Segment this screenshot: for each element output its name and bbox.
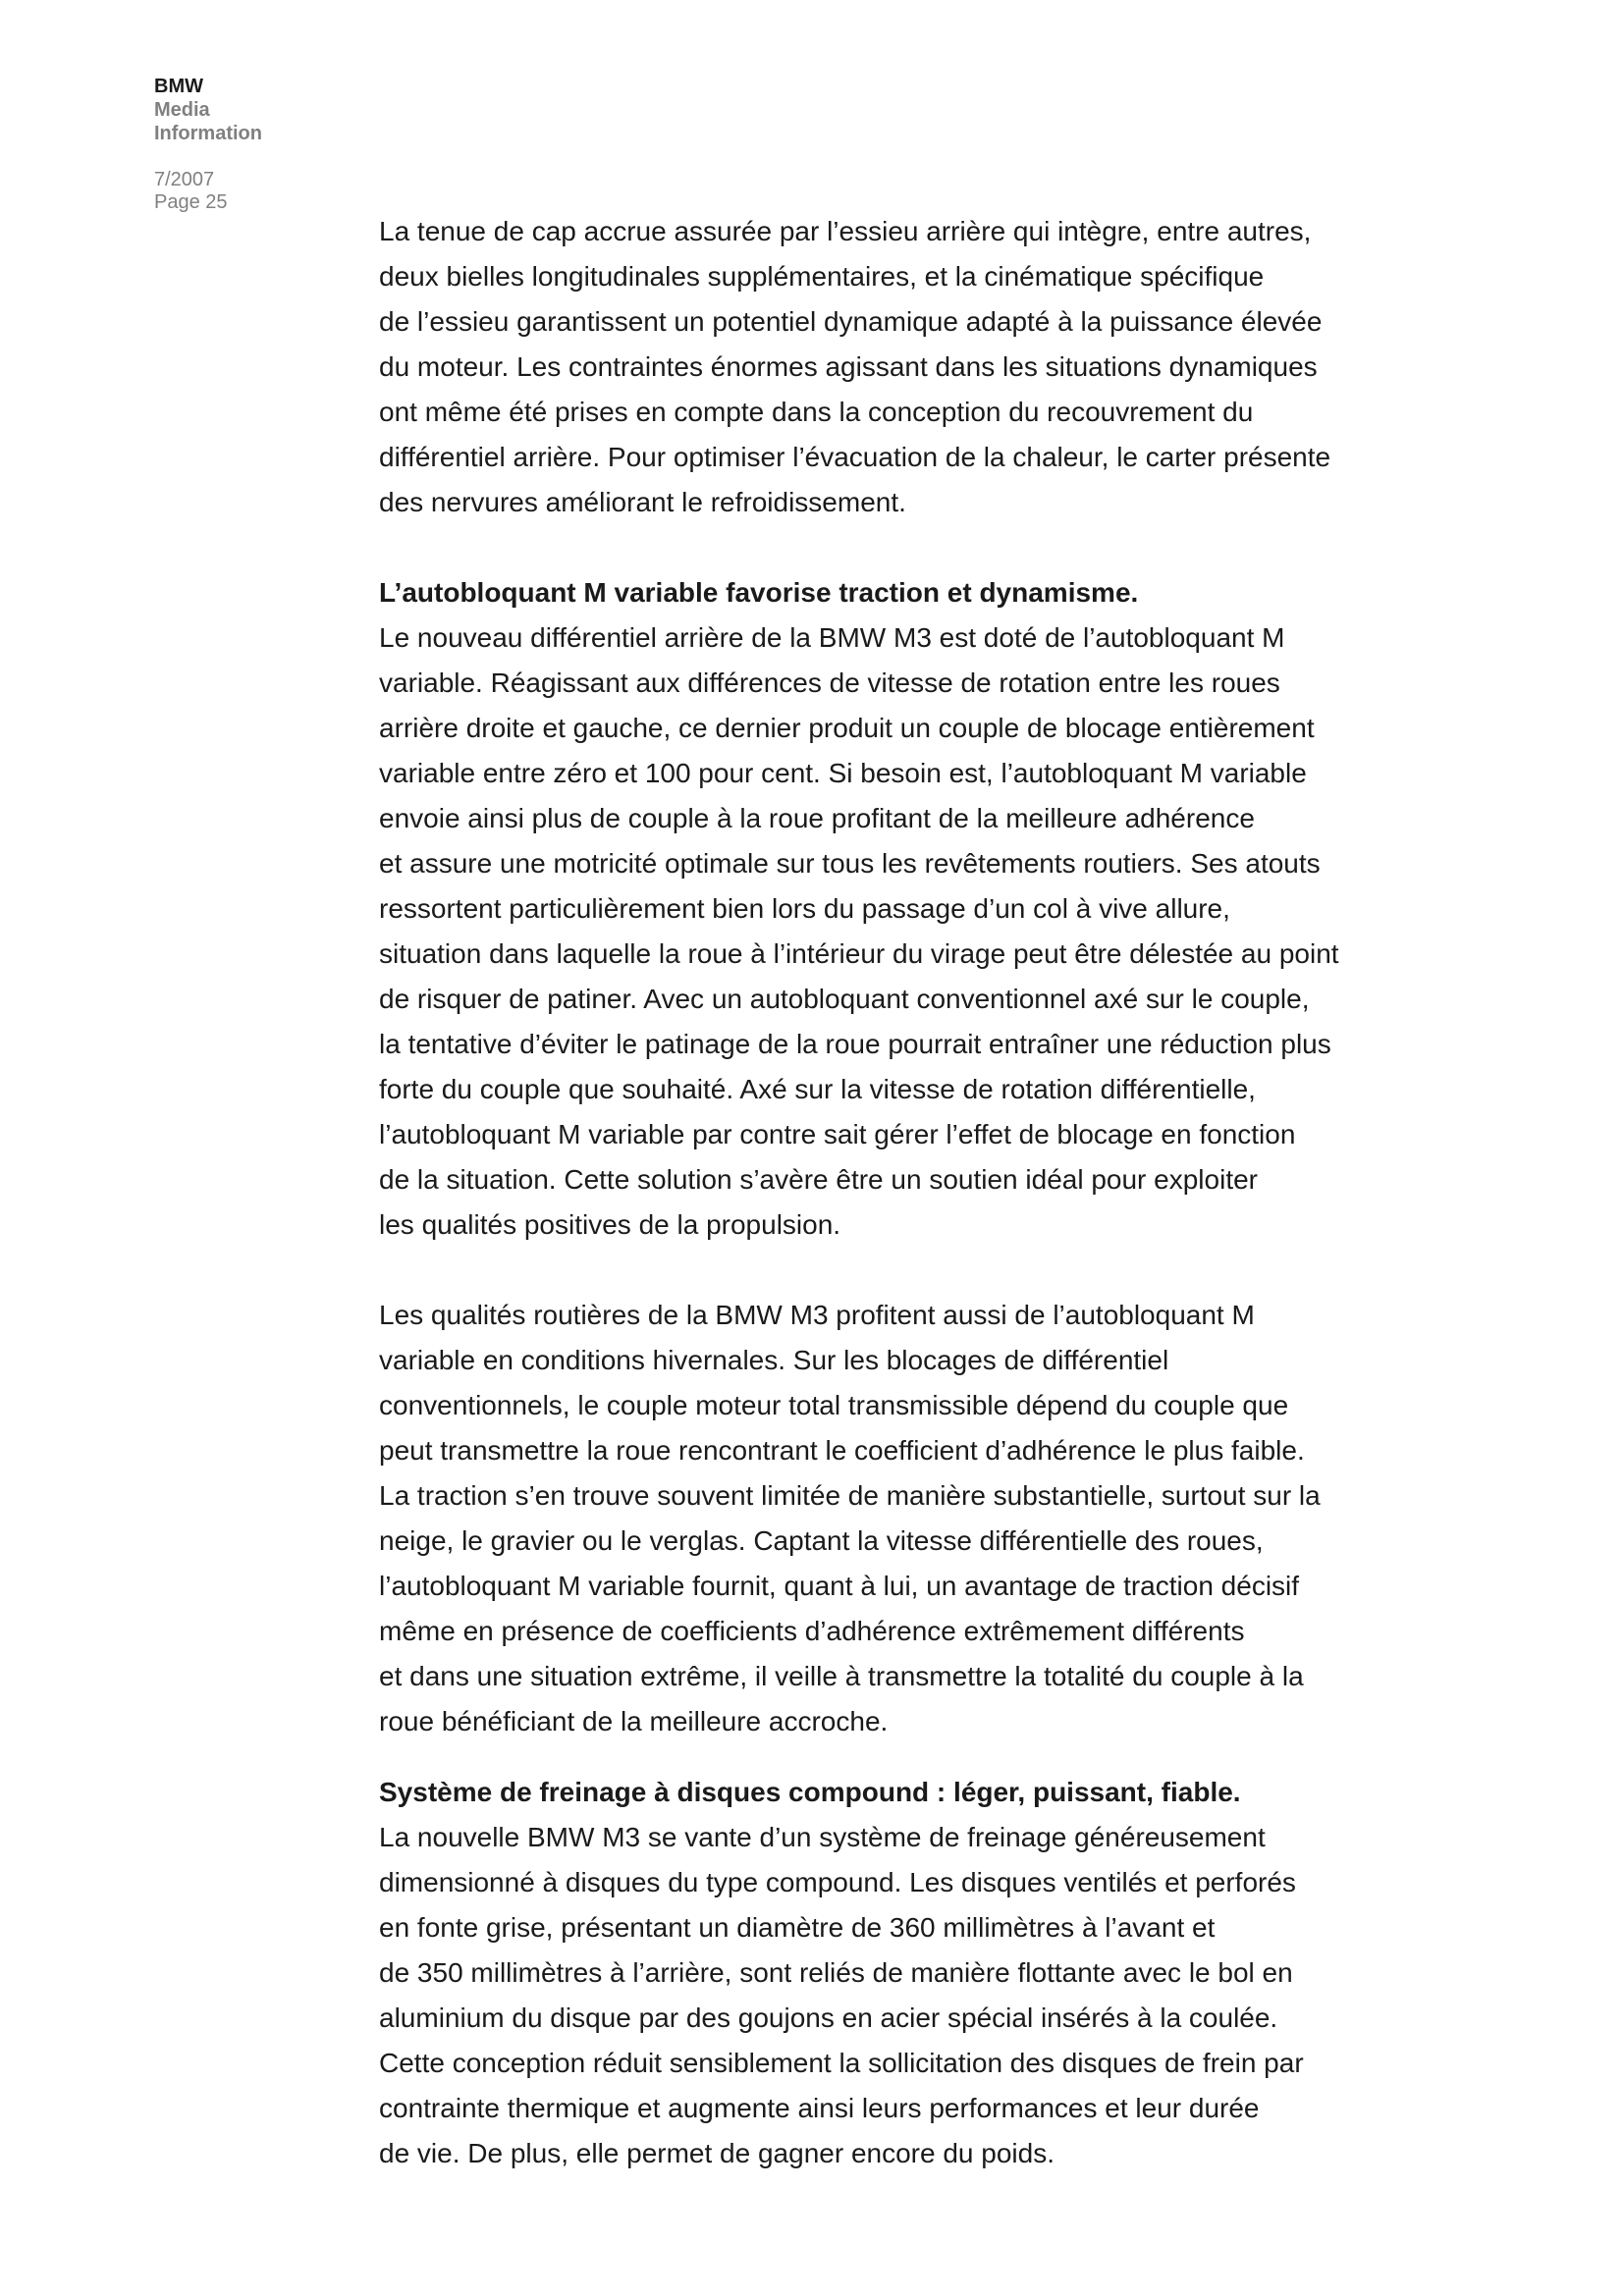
brand-line-media: Media (154, 99, 210, 121)
text-line: de risquer de patiner. Avec un autobloquant conventionnel axé sur le couple, (379, 984, 1310, 1014)
text-line: l’autobloquant M variable fournit, quant à lui, un avantage de traction décisif (379, 1571, 1300, 1601)
text-line: ont même été prises en compte dans la conception du recouvrement du (379, 397, 1254, 427)
paragraph-variable-differential (379, 615, 1430, 1248)
text-line: arrière droite et gauche, ce dernier produit un couple de blocage entièrement (379, 713, 1315, 743)
text-line: La tenue de cap accrue assurée par l’essieu arrière qui intègre, entre autres, (379, 216, 1312, 246)
section-heading-brakes: Système de freinage à disques compound : léger, puissant, fiable. (379, 1777, 1241, 1807)
text-line: variable. Réagissant aux différences de vitesse de rotation entre les roues (379, 667, 1280, 698)
text-line: ressortent particulièrement bien lors du passage d’un col à vive allure, (379, 893, 1230, 924)
text-line: neige, le gravier ou le verglas. Captant la vitesse différentielle des roues, (379, 1525, 1264, 1556)
section-heading-differential: L’autobloquant M variable favorise traction et dynamisme. (379, 577, 1139, 608)
text-line: en fonte grise, présentant un diamètre de 360 millimètres à l’avant et (379, 1912, 1216, 1943)
text-line: l’autobloquant M variable par contre sait gérer l’effet de blocage en fonction (379, 1119, 1296, 1149)
text-line: situation dans laquelle la roue à l’intérieur du virage peut être délestée au point (379, 938, 1339, 969)
text-line: aluminium du disque par des goujons en acier spécial insérés à la coulée. (379, 2002, 1278, 2033)
document-meta (154, 169, 351, 214)
paragraph-rear-axle (379, 209, 1430, 525)
text-line: variable en conditions hivernales. Sur les blocages de différentiel (379, 1345, 1169, 1375)
text-line: envoie ainsi plus de couple à la roue profitant de la meilleure adhérence (379, 803, 1255, 833)
text-line: roue bénéficiant de la meilleure accroche. (379, 1706, 889, 1736)
text-line: contrainte thermique et augmente ainsi leurs performances et leur durée (379, 2093, 1260, 2123)
text-line: de l’essieu garantissent un potentiel dynamique adapté à la puissance élevée (379, 306, 1323, 337)
text-line: peut transmettre la roue rencontrant le coefficient d’adhérence le plus faible. (379, 1435, 1305, 1466)
paragraph-compound-brakes (379, 1815, 1430, 2176)
document-body (379, 209, 1430, 2176)
text-line: La nouvelle BMW M3 se vante d’un système de freinage généreusement (379, 1822, 1266, 1852)
brand-line-information: Information (154, 123, 262, 144)
document-date: 7/2007 (154, 169, 215, 190)
paragraph-winter-conditions (379, 1293, 1430, 1744)
text-line: forte du couple que souhaité. Axé sur la vitesse de rotation différentielle, (379, 1074, 1256, 1104)
text-line: dimensionné à disques du type compound. Les disques ventilés et perforés (379, 1867, 1296, 1897)
text-line: Cette conception réduit sensiblement la sollicitation des disques de frein par (379, 2048, 1304, 2078)
brand-name: BMW (154, 76, 203, 97)
text-line: la tentative d’éviter le patinage de la roue pourrait entraîner une réduction plus (379, 1029, 1331, 1059)
text-line: variable entre zéro et 100 pour cent. Si besoin est, l’autobloquant M variable (379, 758, 1307, 788)
text-line: et assure une motricité optimale sur tous les revêtements routiers. Ses atouts (379, 848, 1321, 879)
text-line: La traction s’en trouve souvent limitée de manière substantielle, surtout sur la (379, 1480, 1321, 1511)
text-line: conventionnels, le couple moteur total transmissible dépend du couple que (379, 1390, 1289, 1420)
document-header (154, 75, 351, 214)
text-line: des nervures améliorant le refroidissement. (379, 487, 906, 517)
text-line: deux bielles longitudinales supplémentaires, et la cinématique spécifique (379, 261, 1265, 292)
text-line: les qualités positives de la propulsion. (379, 1209, 841, 1240)
page-number: Page 25 (154, 191, 228, 213)
text-line: de la situation. Cette solution s’avère être un soutien idéal pour exploiter (379, 1164, 1258, 1195)
text-line: du moteur. Les contraintes énormes agissant dans les situations dynamiques (379, 351, 1318, 382)
text-line: et dans une situation extrême, il veille à transmettre la totalité du couple à la (379, 1661, 1304, 1691)
text-line: Les qualités routières de la BMW M3 profitent aussi de l’autobloquant M (379, 1300, 1255, 1330)
text-line: Le nouveau différentiel arrière de la BMW M3 est doté de l’autobloquant M (379, 622, 1285, 653)
text-line: de vie. De plus, elle permet de gagner encore du poids. (379, 2138, 1055, 2168)
text-line: différentiel arrière. Pour optimiser l’évacuation de la chaleur, le carter présente (379, 442, 1331, 472)
text-line: même en présence de coefficients d’adhérence extrêmement différents (379, 1616, 1245, 1646)
text-line: de 350 millimètres à l’arrière, sont reliés de manière flottante avec le bol en (379, 1957, 1293, 1988)
